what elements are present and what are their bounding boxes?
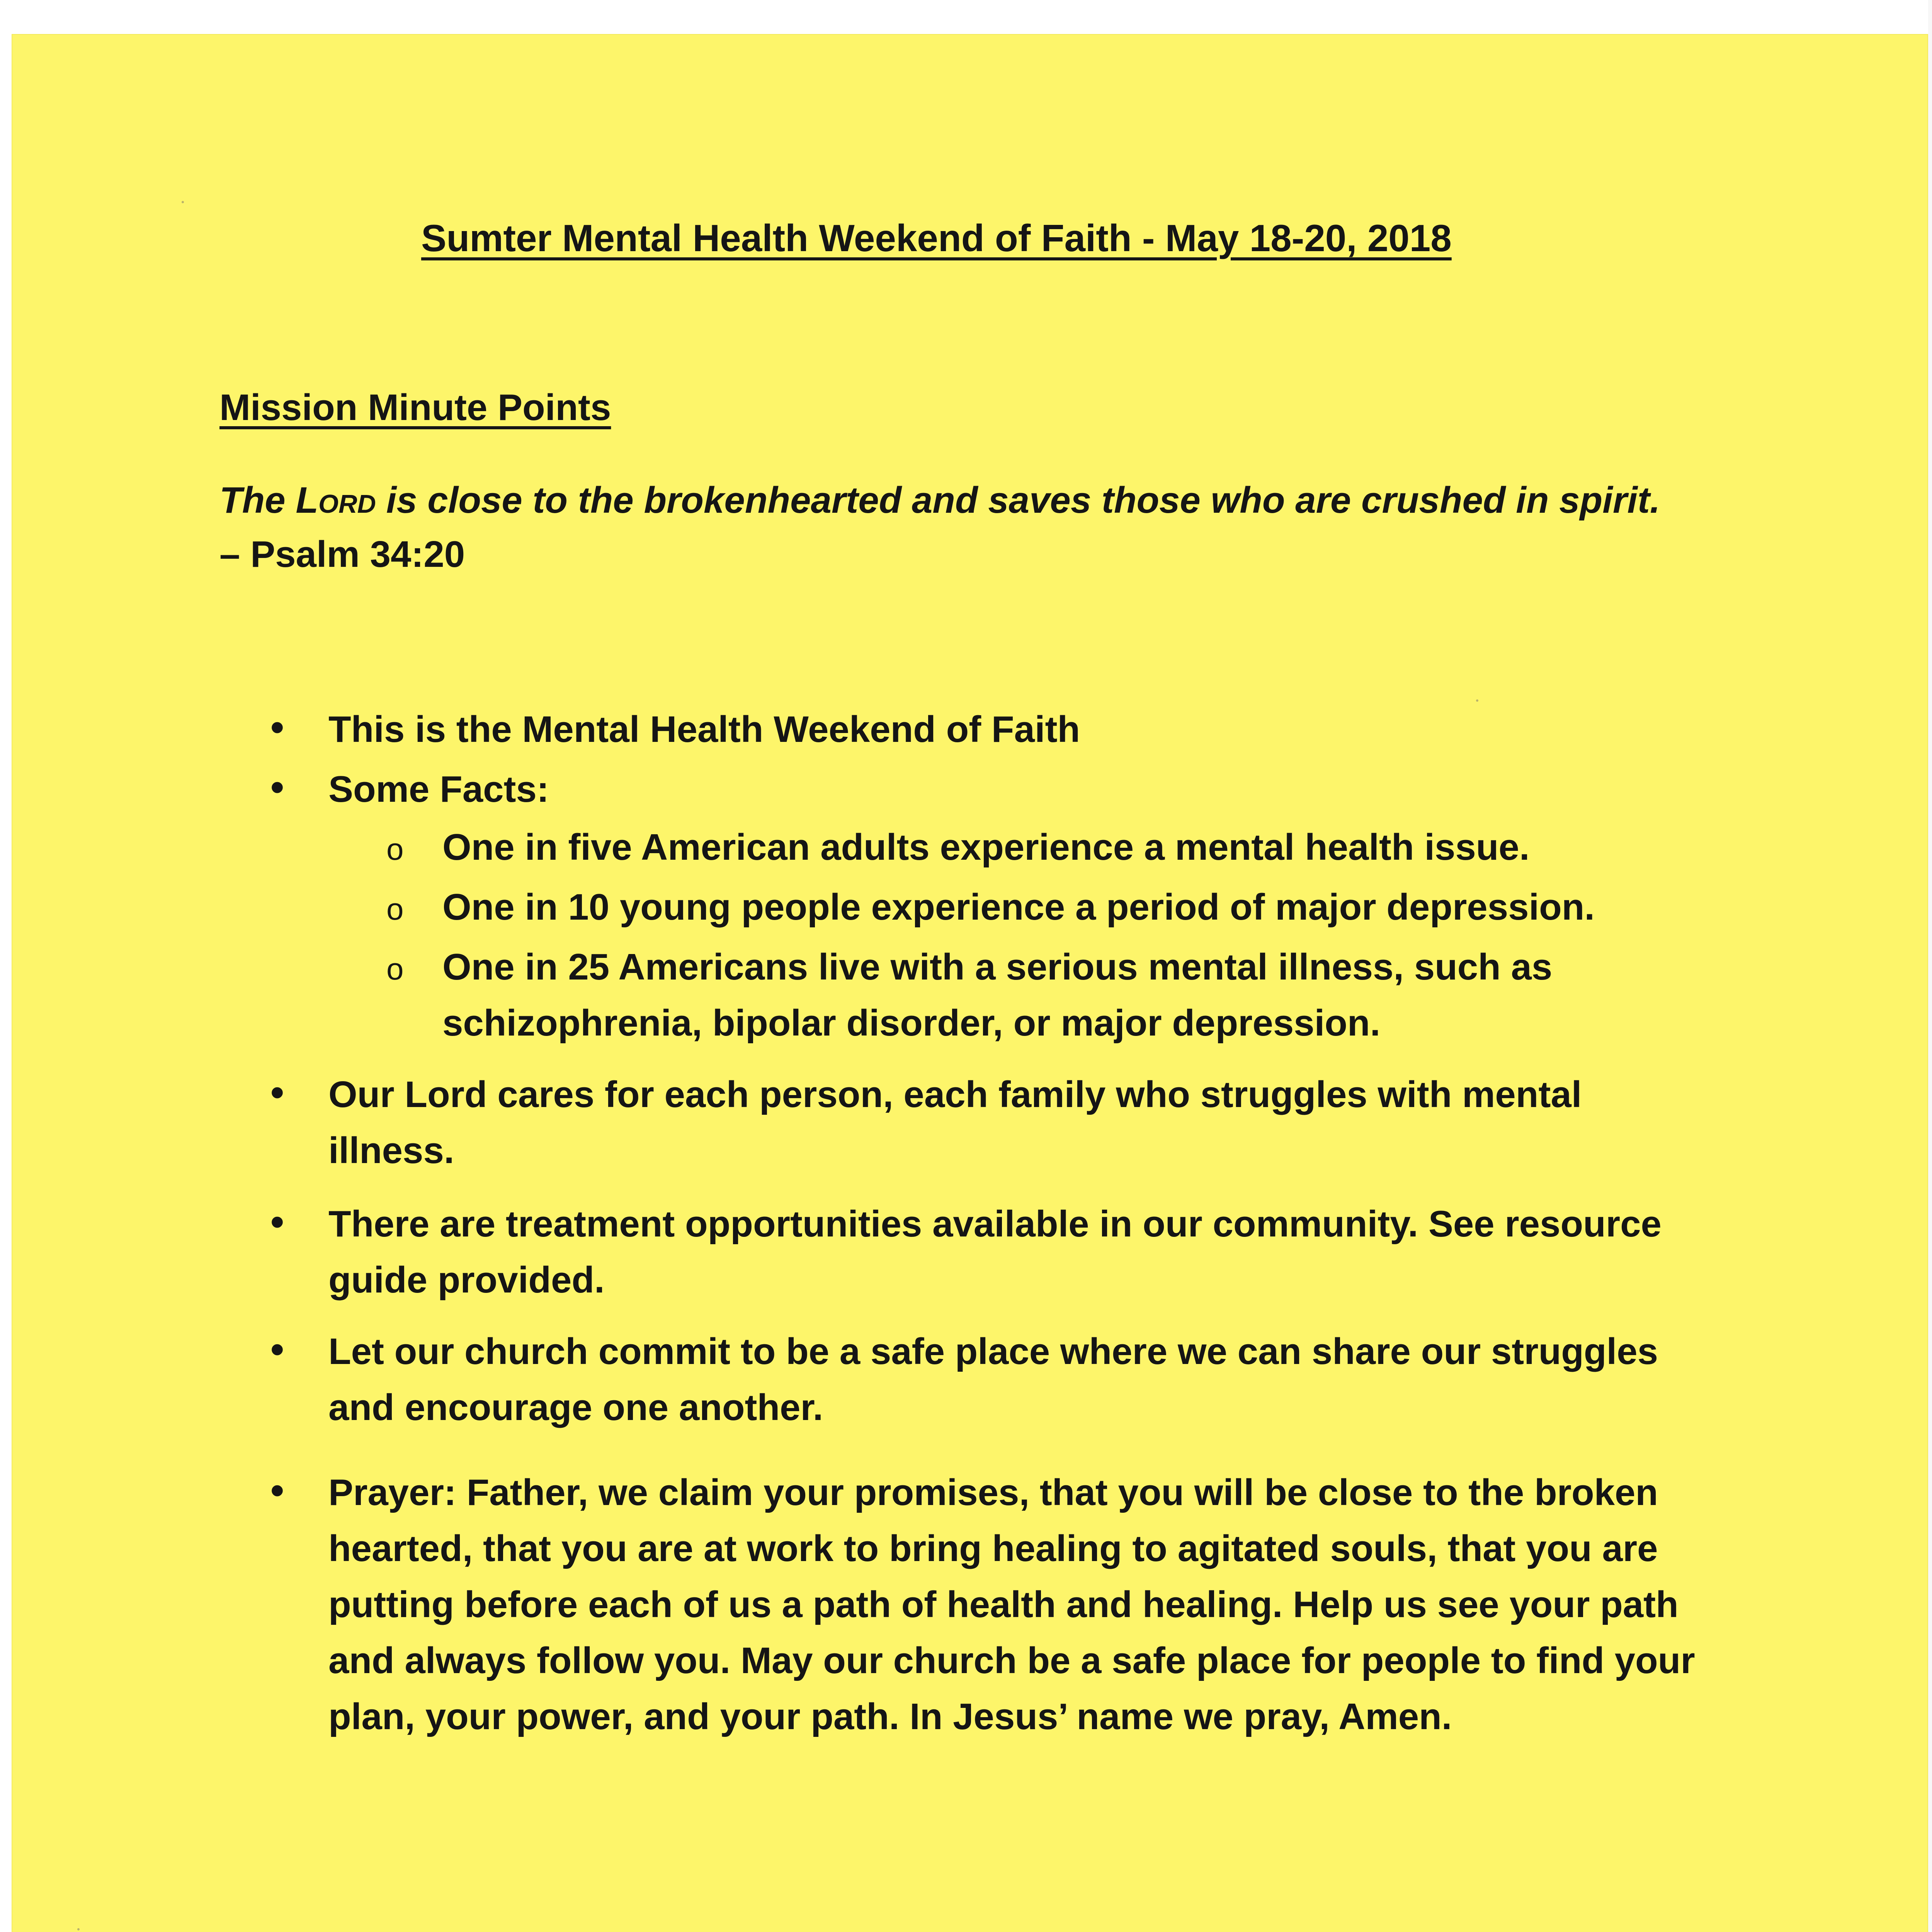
scan-speck [182, 201, 184, 203]
fact-one-in-five: One in five American adults experience a mental health issue. [442, 827, 1530, 868]
point-some-facts: Some Facts: [328, 769, 549, 810]
sub-bullet-icon: o [386, 892, 404, 926]
fact-one-in-ten: One in 10 young people experience a period of major depression. [442, 886, 1595, 928]
scripture-quote-before: The [219, 480, 296, 521]
scripture-quote-lord: Lord [296, 480, 376, 521]
document-title: Sumter Mental Health Weekend of Faith - May 18-20, 2018 [421, 217, 1452, 259]
scripture-quote-after: is close to the brokenhearted and saves those who are crushed in spirit. [376, 480, 1660, 521]
sub-bullet-icon: o [386, 952, 404, 986]
sub-bullet-icon: o [386, 832, 404, 866]
scripture-citation: – Psalm 34:20 [219, 534, 465, 575]
scan-speck [77, 1928, 80, 1930]
bullet-icon: • [270, 1071, 284, 1114]
point-safe-place: Let our church commit to be a safe place where we can share our struggles and encourage one another. [328, 1331, 1658, 1428]
bullet-icon: • [270, 1469, 284, 1512]
point-prayer: Prayer: Father, we claim your promises, that you will be close to the broken hearted, that you are at work to bring healing to agitated souls, that you are putting before each of us a path of health and healing. Help us see your path and always follow you. May our church be a safe place for people to find your plan, your power, and your path. In Jesus’ name we pray, Amen. [328, 1472, 1695, 1737]
point-lord-cares: Our Lord cares for each person, each family who struggles with mental illness. [328, 1074, 1582, 1171]
bullet-icon: • [270, 706, 284, 749]
bullet-icon: • [270, 1328, 284, 1371]
fact-one-in-twenty-five: One in 25 Americans live with a serious mental illness, such as schizophrenia, bipolar disorder, or major depression. [442, 946, 1553, 1044]
scan-speck [1476, 699, 1478, 702]
bullet-icon: • [270, 1200, 284, 1243]
point-treatment-opportunities: There are treatment opportunities available in our community. See resource guide provided. [328, 1203, 1662, 1301]
bullet-icon: • [270, 765, 284, 809]
section-heading: Mission Minute Points [219, 387, 611, 428]
point-mental-health-weekend: This is the Mental Health Weekend of Faith [328, 709, 1080, 750]
